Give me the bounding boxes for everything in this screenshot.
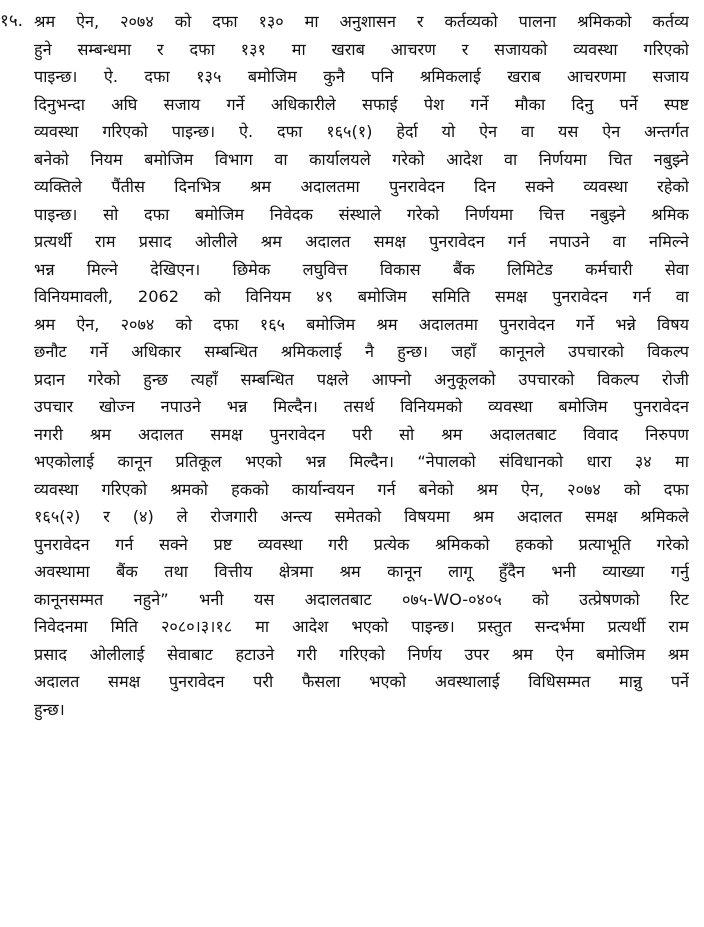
text-line: पुनरावेदन गर्न सक्ने प्रष्ट व्यवस्था गरी प्रत्येक श्रमिकको हकको प्रत्याभूति गरेको: [34, 534, 689, 554]
text-line: व्यवस्था गरिएको श्रमको हकको कार्यान्वयन गर्न बनेको श्रम ऐन, २०७४ को दफा: [34, 479, 689, 499]
text-line: विनियमावली, 2062 को विनियम ४९ बमोजिम समिति समक्ष पुनरावेदन गर्न वा: [34, 287, 689, 306]
text-line: श्रम ऐन, २०७४ को दफा १३० मा अनुशासन र कर्तव्यको पालना श्रमिकको कर्तव्य: [34, 12, 689, 31]
text-line: भन्न मिल्ने देखिएन। छिमेक लघुवित्त विकास बैंक लिमिटेड कर्मचारी सेवा: [34, 259, 689, 279]
text-line: बनेको नियम बमोजिम विभाग वा कार्यालयले गरेको आदेश वा निर्णयमा चित नबुझ्ने: [34, 149, 689, 169]
text-line: पाइन्छ। सो दफा बमोजिम निवेदक संस्थाले गरेको निर्णयमा चित्त नबुझ्ने श्रमिक: [34, 204, 689, 224]
text-line: भएकोलाई कानून प्रतिकूल भएको भन्न मिल्दैन। “नेपालको संविधानको धारा ३४ मा: [34, 452, 689, 471]
text-line: नगरी श्रम अदालत समक्ष पुनरावेदन परी सो श्रम अदालतबाट विवाद निरुपण: [34, 424, 689, 444]
text-line: श्रम ऐन, २०७४ को दफा १६५ बमोजिम श्रम अदालतमा पुनरावेदन गर्ने भन्ने विषय: [34, 314, 689, 334]
text-line: कानूनसम्मत नहुने” भनी यस अदालतबाट ०७५-WO-०४०५ को उत्प्रेषणको रिट: [34, 589, 689, 609]
text-line: हुन्छ।: [34, 699, 65, 719]
text-line: छनौट गर्ने अधिकार सम्बन्धित श्रमिकलाई नै हुन्छ। जहाँ कानूनले उपचारको विकल्प: [34, 342, 689, 361]
text-line: पाइन्छ। ऐ. दफा १३५ बमोजिम कुनै पनि श्रमिकलाई खराब आचरणमा सजाय: [34, 67, 689, 86]
text-line: हुने सम्बन्धमा र दफा १३१ मा खराब आचरण र सजायको व्यवस्था गरिएको: [34, 39, 689, 59]
text-line: प्रदान गरेको हुन्छ त्यहाँ सम्बन्धित पक्षले आफ्नो अनुकूलको उपचारको विकल्प रोजी: [34, 369, 689, 389]
text-line: निवेदनमा मिति २०८०।३।१८ मा आदेश भएको पाइन्छ। प्रस्तुत सन्दर्भमा प्रत्यर्थी राम: [34, 617, 689, 636]
paragraph-body: [34, 8, 689, 723]
text-line: अदालत समक्ष पुनरावेदन परी फैसला भएको अवस्थालाई विधिसम्मत मान्नु पर्ने: [34, 672, 689, 691]
text-line: प्रसाद ओलीलाई सेवाबाट हटाउने गरी गरिएको निर्णय उपर श्रम ऐन बमोजिम श्रम: [34, 644, 689, 664]
text-line: दिनुभन्दा अघि सजाय गर्ने अधिकारीले सफाई पेश गर्ने मौका दिनु पर्ने स्पष्ट: [34, 94, 689, 114]
text-line: उपचार खोज्न नपाउने भन्न मिल्दैन। तसर्थ विनियमको व्यवस्था बमोजिम पुनरावेदन: [34, 397, 689, 416]
text-line: १६५(२) र (४) ले रोजगारी अन्त्य समेतको विषयमा श्रम अदालत समक्ष श्रमिकले: [34, 507, 689, 526]
paragraph-number: १५.: [0, 11, 24, 31]
text-line: व्यवस्था गरिएको पाइन्छ। ऐ. दफा १६५(१) हेर्दा यो ऐन वा यस ऐन अन्तर्गत: [34, 122, 689, 141]
text-line: प्रत्यर्थी राम प्रसाद ओलीले श्रम अदालत समक्ष पुनरावेदन गर्न नपाउने वा नमिल्ने: [34, 232, 689, 251]
text-line: अवस्थामा बैंक तथा वित्तीय क्षेत्रमा श्रम कानून लागू हुँदैन भनी व्याख्या गर्नु: [34, 562, 689, 581]
text-line: व्यक्तिले पैंतीस दिनभित्र श्रम अदालतमा पुनरावेदन दिन सक्ने व्यवस्था रहेको: [34, 177, 689, 196]
